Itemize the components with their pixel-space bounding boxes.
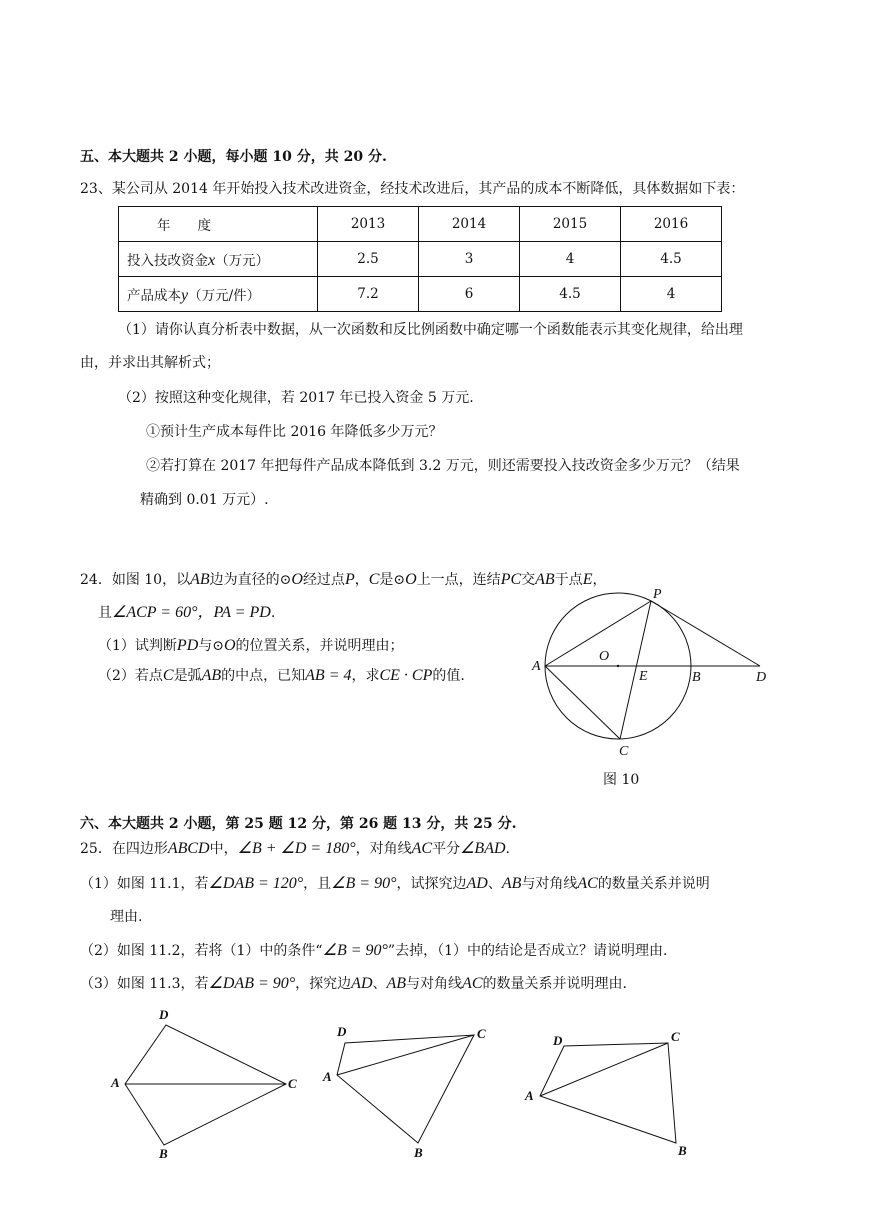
- label-e: E: [639, 669, 648, 684]
- q23-part2-sub2-line2: 精确到 0.01 万元）.: [140, 492, 269, 508]
- table-cell: 2014: [419, 207, 520, 242]
- figure-10: [531, 587, 766, 759]
- q23-part2-sub2-line1: ②若打算在 2017 年把每件产品成本降低到 3.2 万元，则还需要投入技改资金多少万元？（结果: [146, 458, 740, 474]
- segment-ap: [545, 601, 651, 666]
- fig2-label-a: A: [323, 1069, 332, 1084]
- q25-part1-line1: （1）如图 11.1，若∠DAB = 120°，且∠B = 90°，试探究边AD、AB与对角线AC的数量关系并说明: [80, 875, 710, 892]
- table-cell: 4.5: [520, 277, 621, 312]
- fig1-label-a: A: [111, 1075, 120, 1090]
- label-o: O: [599, 649, 610, 664]
- table-cell: 2016: [621, 207, 722, 242]
- table-header-label: 年 度: [119, 207, 318, 242]
- q24-line2: 且∠ACP = 60°，PA = PD.: [98, 604, 276, 621]
- table-row-label: 产品成本y（万元/件）: [119, 277, 318, 312]
- label-c: C: [619, 744, 629, 759]
- segment-ac: [545, 666, 620, 739]
- table-cell: 3: [419, 242, 520, 277]
- table-cell: 2015: [520, 207, 621, 242]
- figure-11-3: [524, 1029, 687, 1158]
- diagonal-ac-2: [337, 1035, 474, 1075]
- fig3-label-c: C: [671, 1029, 680, 1044]
- quad-abcd-2: [337, 1035, 474, 1143]
- fig3-label-b: B: [678, 1143, 687, 1158]
- q25-part2: （2）如图 11.2，若将（1）中的条件“∠B = 90°”去掉，（1）中的结论是否成立？请说明理由.: [80, 942, 668, 959]
- figure-11-1: [110, 1007, 297, 1161]
- q23-stem: 23、某公司从 2014 年开始投入技术改进资金，经技术改进后，其产品的成本不断降低，具体数据如下表：: [80, 181, 745, 197]
- fig3-label-d: D: [553, 1033, 563, 1048]
- q23-part2-sub1: ①预计生产成本每件比 2016 年降低多少万元？: [146, 424, 443, 440]
- q24-line1: 24．如图 10，以AB边为直径的⊙O经过点P，C是⊙O上一点，连结PC交AB于点E，: [80, 571, 607, 588]
- q25-part1-line2: 理由.: [110, 909, 143, 925]
- fig2-label-b: B: [414, 1145, 423, 1160]
- table-cell: 4.5: [621, 242, 722, 277]
- table-cell: 6: [419, 277, 520, 312]
- q24-part2: （2）若点C是弧AB的中点，已知AB = 4，求CE · CP的值.: [98, 667, 465, 684]
- table-row-label: 投入技改资金x（万元）: [119, 242, 318, 277]
- label-p: P: [653, 587, 662, 602]
- fig2-label-d: D: [337, 1024, 347, 1039]
- section-5-heading: 五、本大题共 2 小题，每小题 10 分，共 20 分.: [80, 149, 387, 165]
- label-a: A: [532, 659, 541, 674]
- quad-abcd-3: [540, 1043, 676, 1143]
- q24-part1: （1）试判断PD与⊙O的位置关系，并说明理由；: [98, 637, 404, 654]
- quad-abcd-1: [125, 1025, 286, 1145]
- figure-10-caption: 图 10: [603, 772, 640, 788]
- fig2-label-c: C: [477, 1026, 486, 1041]
- table-cell: 2.5: [318, 242, 419, 277]
- segment-pd: [651, 601, 760, 666]
- q25-line1: 25．在四边形ABCD中，∠B + ∠D = 180°，对角线AC平分∠BAD.: [80, 840, 510, 857]
- table-cell: 4: [520, 242, 621, 277]
- table-cell: 4: [621, 277, 722, 312]
- center-dot: [617, 665, 619, 667]
- fig1-label-b: B: [159, 1146, 168, 1161]
- fig1-label-c: C: [288, 1076, 297, 1091]
- table-cell: 2013: [318, 207, 419, 242]
- table-cell: 7.2: [318, 277, 419, 312]
- diagonal-ac-3: [540, 1043, 668, 1096]
- fig1-label-d: D: [159, 1007, 169, 1022]
- q23-part1-line2: 由，并求出其解析式；: [80, 355, 220, 371]
- label-d: D: [756, 670, 767, 685]
- q23-part1-line1: （1）请你认真分析表中数据，从一次函数和反比例函数中确定哪一个函数能表示其变化规律，给出理: [118, 322, 743, 338]
- fig3-label-a: A: [525, 1088, 534, 1103]
- section-6-heading: 六、本大题共 2 小题，第 25 题 12 分，第 26 题 13 分，共 25 分.: [80, 816, 517, 832]
- q23-part2: （2）按照这种变化规律，若 2017 年已投入资金 5 万元.: [118, 390, 474, 406]
- q25-part3: （3）如图 11.3，若∠DAB = 90°，探究边AD、AB与对角线AC的数量关系并说明理由.: [80, 975, 627, 992]
- label-b: B: [692, 670, 701, 685]
- figure-11-2: [322, 1024, 486, 1160]
